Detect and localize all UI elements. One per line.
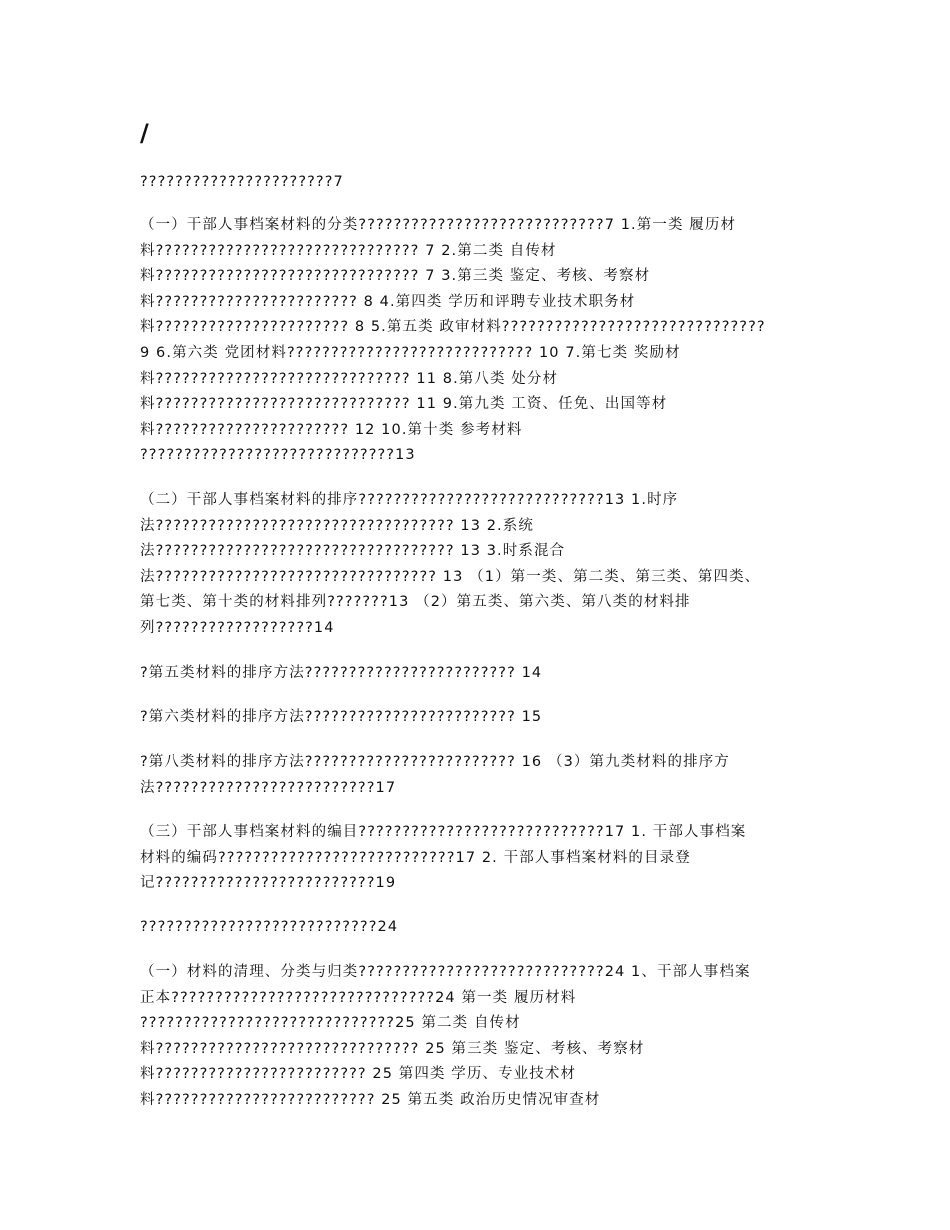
toc-paragraph-5 — [140, 705, 820, 731]
toc-line: 料?????????????????????? 12 10.第十类 参考材料 — [140, 421, 523, 438]
toc-paragraph-7 — [140, 820, 820, 897]
toc-line: ?第六类材料的排序方法???????????????????????? 15 — [140, 709, 543, 725]
toc-paragraph-1 — [140, 170, 820, 196]
toc-line: ?????????????????????????????13 — [140, 447, 416, 464]
toc-paragraph-8 — [140, 915, 820, 941]
toc-line: 料?????????????????????????????? 25 第三类 鉴定、考核、考察材 — [140, 1040, 645, 1057]
toc-paragraph-3 — [140, 488, 820, 642]
toc-line: ?第五类材料的排序方法???????????????????????? 14 — [140, 665, 543, 681]
toc-line: ???????????????????????????24 — [140, 919, 399, 935]
toc-line: （一）干部人事档案材料的分类????????????????????????????7 1.第一类 履历材 — [140, 217, 737, 233]
toc-line: 材料的编码???????????????????????????17 2. 干部人事档案材料的目录登 — [140, 849, 691, 866]
toc-paragraph-2 — [140, 213, 820, 469]
toc-line: 法?????????????????????????17 — [140, 779, 397, 796]
toc-line: ?第八类材料的排序方法???????????????????????? 16 （3）第九类材料的排序方 — [140, 754, 730, 770]
toc-line: 法???????????????????????????????? 13 （1）第一类、第二类、第三类、第四类、 — [140, 568, 761, 585]
toc-paragraph-9 — [140, 960, 820, 1114]
toc-line: 第七类、第十类的材料排列???????13 （2）第五类、第六类、第八类的材料排 — [140, 594, 691, 611]
toc-line: （二）干部人事档案材料的排序????????????????????????????13 1.时序 — [140, 492, 679, 508]
toc-line: 料?????????????????????????????? 7 2.第二类 自传材 — [140, 242, 557, 259]
toc-line: 料????????????????????????????? 11 9.第九类 工资、任免、出国等材 — [140, 396, 668, 413]
toc-paragraph-6 — [140, 750, 820, 801]
toc-line: ?????????????????????????????25 第二类 自传材 — [140, 1015, 521, 1032]
toc-line: 法?????????????????????????????????? 13 3.时系混合 — [140, 543, 566, 560]
toc-line: 法?????????????????????????????????? 13 2.系统 — [140, 517, 534, 534]
toc-line: （三）干部人事档案材料的编目????????????????????????????17 1. 干部人事档案 — [140, 824, 747, 840]
toc-line: 料????????????????????????? 25 第五类 政治历史情况审查材 — [140, 1091, 601, 1108]
toc-line: 正本??????????????????????????????24 第一类 履历材料 — [140, 989, 577, 1006]
toc-line: 料????????????????????????????? 11 8.第八类 处分材 — [140, 370, 559, 387]
toc-line: 9 6.第六类 党团材料???????????????????????????? 10 7.第七类 奖励材 — [140, 344, 681, 361]
toc-line: 料???????????????????????? 25 第四类 学历、专业技术材 — [140, 1066, 577, 1083]
toc-line: 料?????????????????????? 8 5.第五类 政审材料?????????????????????????????? — [140, 319, 766, 336]
heading-mark: / — [140, 119, 149, 147]
toc-paragraph-4 — [140, 661, 820, 687]
toc-line: 记?????????????????????????19 — [140, 875, 397, 892]
toc-line: 列??????????????????14 — [140, 619, 335, 636]
toc-line: 料??????????????????????? 8 4.第四类 学历和评聘专业技术职务材 — [140, 293, 636, 310]
toc-line: 料?????????????????????????????? 7 3.第三类 鉴定、考核、考察材 — [140, 268, 651, 285]
toc-line: ??????????????????????7 — [140, 174, 344, 190]
toc-line: （一）材料的清理、分类与归类????????????????????????????24 1、干部人事档案 — [140, 964, 751, 980]
